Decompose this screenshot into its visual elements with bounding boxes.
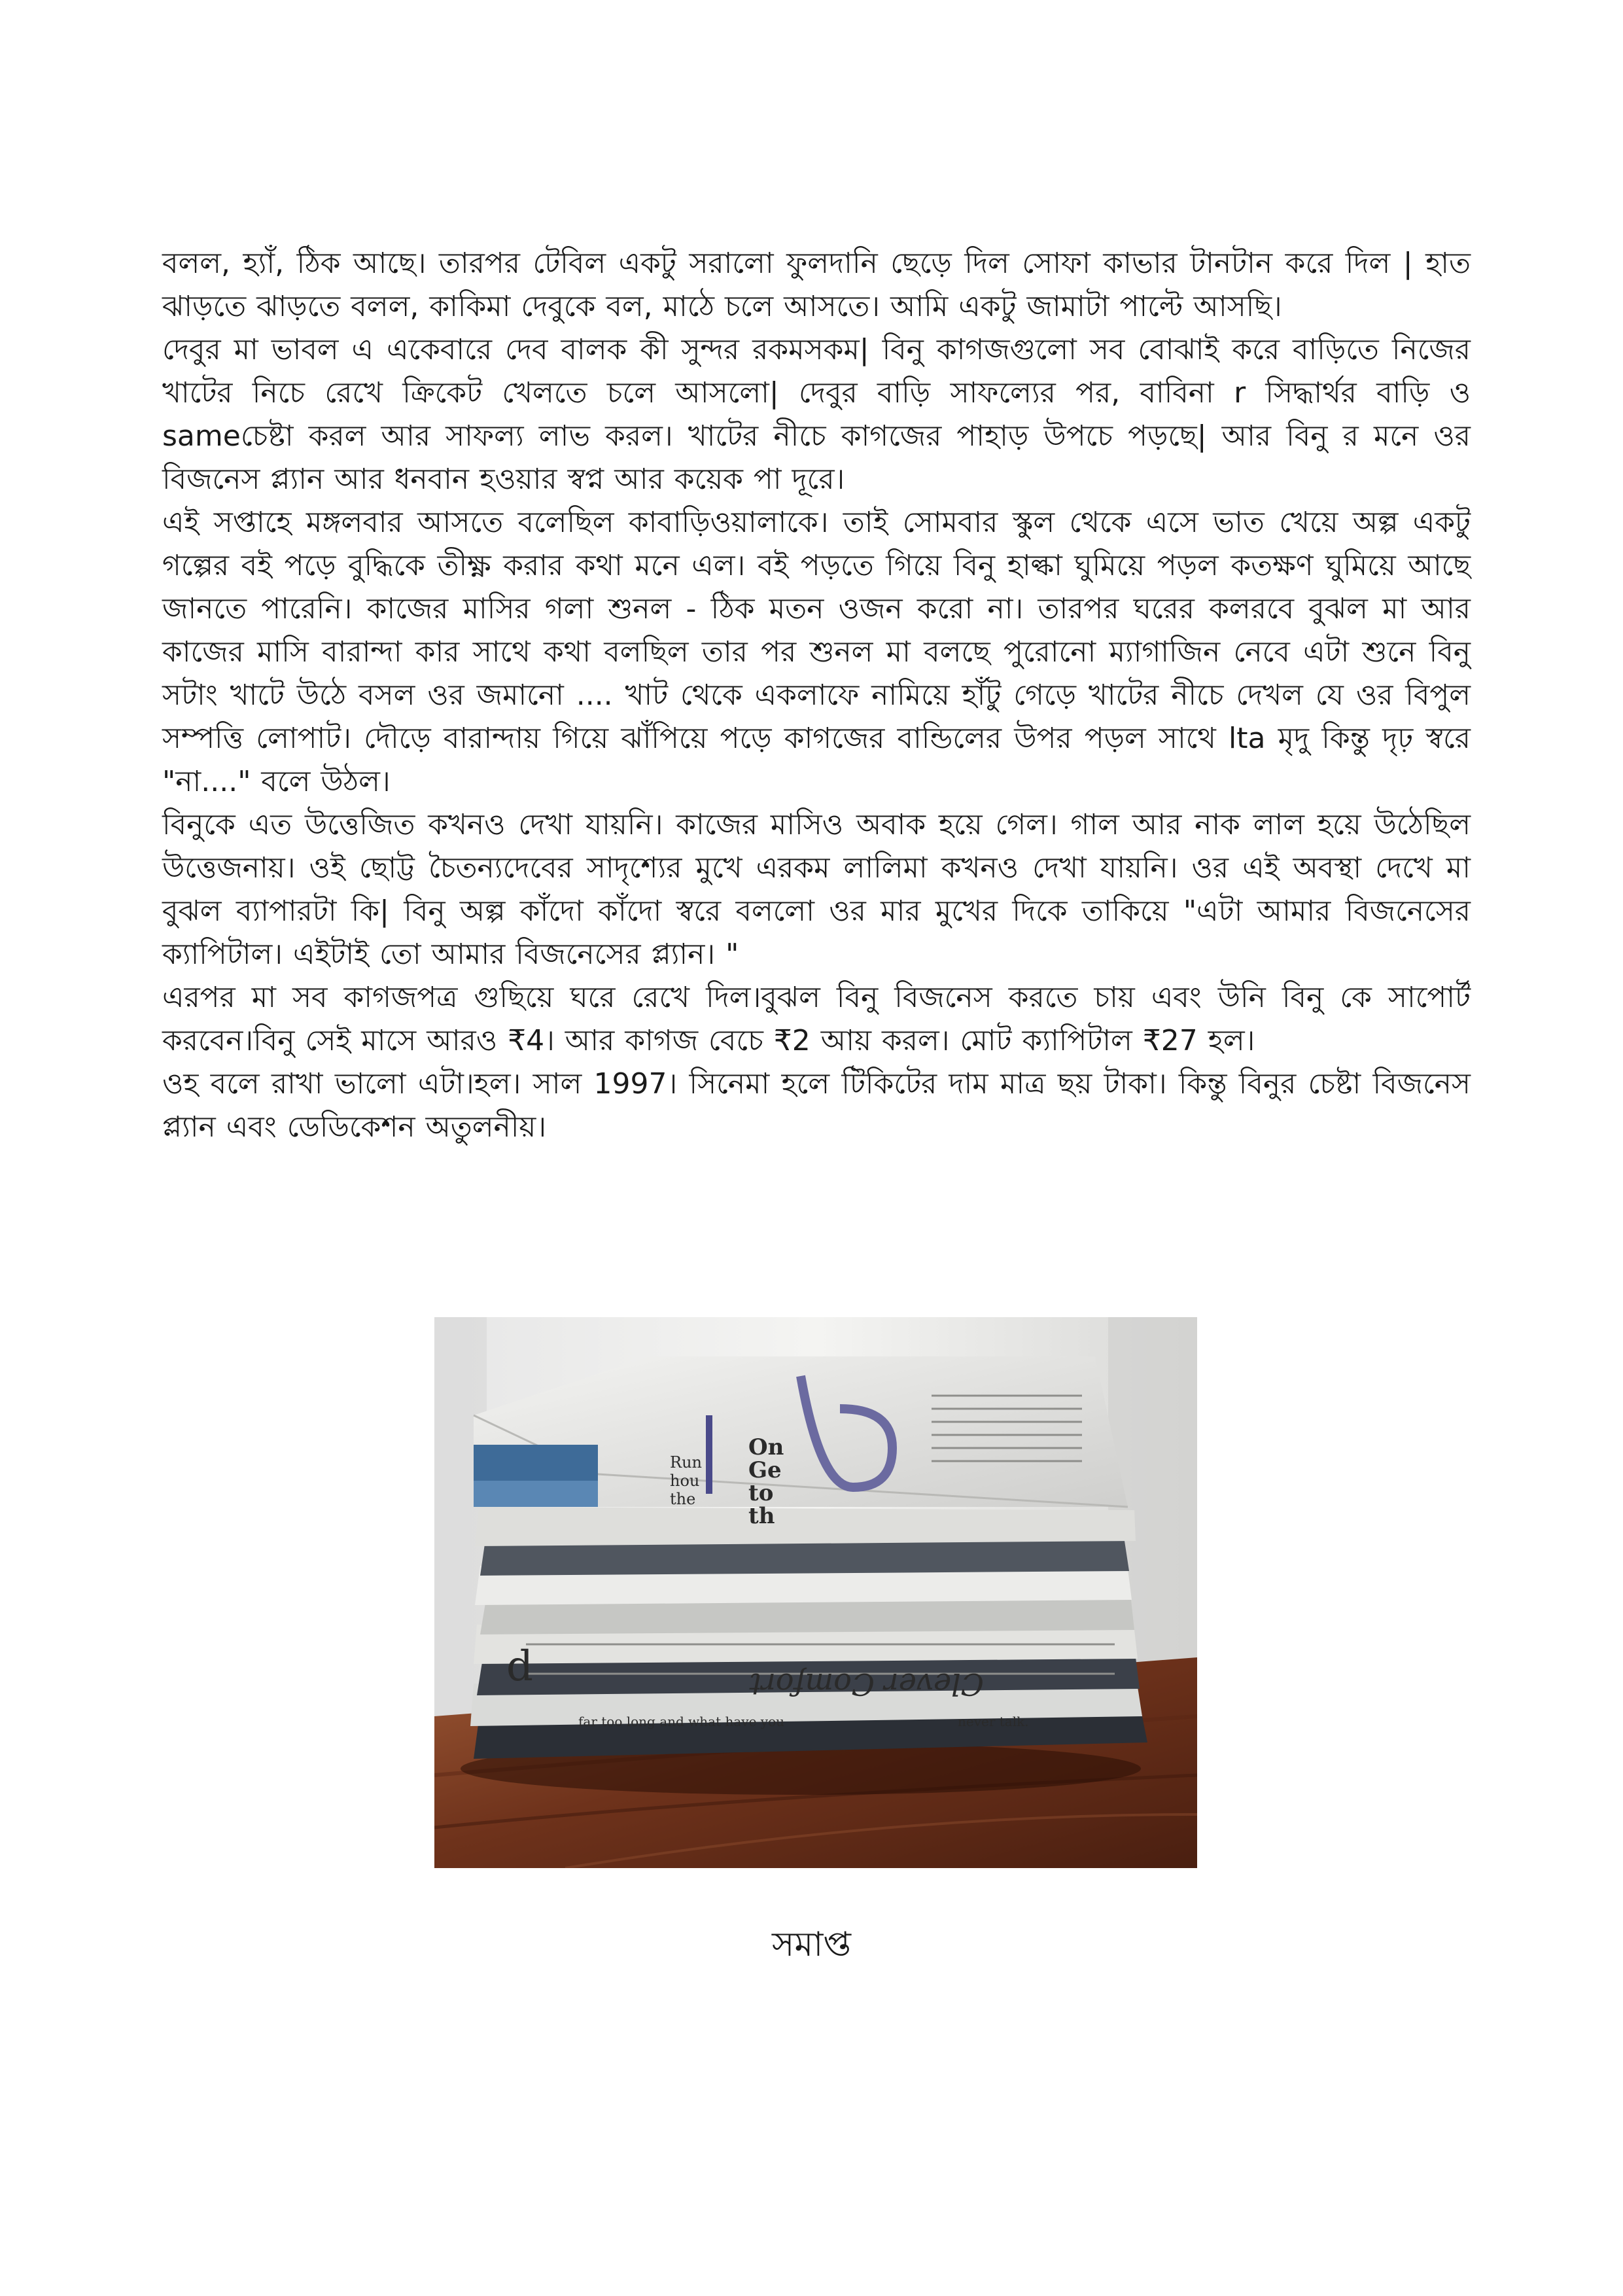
story-ending: সমাপ্ত bbox=[771, 1925, 852, 1964]
print-clever-comfort: Clever Comfort bbox=[749, 1667, 984, 1702]
print-th: th bbox=[748, 1503, 775, 1529]
newspaper-layer-2 bbox=[475, 1507, 1136, 1546]
story-paragraph-3: এই সপ্তাহে মঙ্গলবার আসতে বলেছিল কাবাড়িওয়ালাকে। তাই সোমবার স্কুল থেকে এসে ভাত খেয়ে অল্প একটু গল্পের বই পড়ে বুদ্ধিকে তীক্ষ্ণ করার কথা মনে এল। বই পড়তে গিয়ে বিনু হাল্কা ঘুমিয়ে পড়ল কতক্ষণ ঘুমিয়ে আছে জানতে পারেনি। কাজের মাসির গলা শুনল - ঠিক মতন ওজন করো না। তারপর ঘরের কলরবে বুঝল মা আর কাজের মাসি বারান্দা কার সাথে কথা বলছিল তার পর শুনল মা বলছে পুরোনো ম্যাগাজিন নেবে এটা শুনে বিনু সটাং খাটে উঠে বসল ওর জমানো .... খাট থেকে একলাফে নামিয়ে হাঁটু গেড়ে খাটের নীচে দেখল যে ওর বিপুল সম্পত্তি লোপাট। দৌড়ে বারান্দায় গিয়ে ঝাঁপিয়ে পড়ে কাগজের বান্ডিলের উপর পড়ল সাথে lta মৃদু কিন্তু দৃঢ় স্বরে "না...." বলে উঠল। bbox=[162, 506, 1471, 798]
story-paragraph-4: বিনুকে এত উত্তেজিত কখনও দেখা যায়নি। কাজের মাসিও অবাক হয়ে গেল। গাল আর নাক লাল হয়ে উঠেছিল উত্তেজনায়। ওই ছোট্ট চৈতন্যদেবের সাদৃশ্যের মুখে এরকম লালিমা কখনও দেখা যায়নি। ওর এই অবস্থা দেখে মা বুঝল ব্যাপারটা কি| বিনু অল্প কাঁদো কাঁদো স্বরে বললো ওর মার মুখের দিকে তাকিয়ে "এটা আমার বিজনেসের ক্যাপিটাল। এইটাই তো আমার বিজনেসের প্ল্যান। " bbox=[162, 808, 1471, 971]
print-hou: hou bbox=[670, 1472, 700, 1490]
print-run: Run bbox=[670, 1453, 702, 1472]
print-d: d bbox=[506, 1642, 533, 1691]
story-paragraph-6: ওহ বলে রাখা ভালো এটা।হল। সাল 1997। সিনেমা হলে টিকিটের দাম মাত্র ছয় টাকা। কিন্তু বিনুর চেষ্টা বিজনেস প্ল্যান এবং ডেডিকেশন অতুলনীয়। bbox=[162, 1067, 1471, 1144]
newspaper-stack-illustration bbox=[434, 1317, 1197, 1868]
print-never-talk: never talk. bbox=[958, 1714, 1029, 1729]
print-on: On bbox=[748, 1434, 784, 1460]
story-text bbox=[162, 242, 1471, 1149]
story-paragraph-1: বলল, হ্যাঁ, ঠিক আছে। তারপর টেবিল একটু সরালো ফুলদানি ছেড়ে দিল সোফা কাভার টানটান করে দিল | হাত ঝাড়তে ঝাড়তে বলল, কাকিমা দেবুকে বল, মাঠে চলে আসতে। আমি একটু জামাটা পাল্টে আসছি। bbox=[162, 247, 1471, 323]
newspaper-stack-photo bbox=[434, 1317, 1197, 1868]
story-paragraph-2: দেবুর মা ভাবল এ একেবারে দেব বালক কী সুন্দর রকমসকম| বিনু কাগজগুলো সব বোঝাই করে বাড়িতে নিজের খাটের নিচে রেখে ক্রিকেট খেলতে চলে আসলো| দেবুর বাড়ি সাফল্যের পর, বাবিনা r সিদ্ধার্থর বাড়ি ও sameচেষ্টা করল আর সাফল্য লাভ করল। খাটের নীচে কাগজের পাহাড় উপচে পড়ছে| আর বিনু র মনে ওর বিজনেস প্ল্যান আর ধনবান হওয়ার স্বপ্ন আর কয়েক পা দূরে। bbox=[162, 333, 1471, 496]
print-to: to bbox=[748, 1480, 774, 1506]
story-paragraph-5: এরপর মা সব কাগজপত্র গুছিয়ে ঘরে রেখে দিল।বুঝল বিনু বিজনেস করতে চায় এবং উনি বিনু কে সাপোর্ট করবেন।বিনু সেই মাসে আরও ₹4। আর কাগজ বেচে ₹2 আয় করল। মোট ক্যাপিটাল ₹27 হল। bbox=[162, 981, 1471, 1057]
print-far-too-long: far too long and what have you bbox=[578, 1714, 784, 1729]
print-the: the bbox=[670, 1490, 696, 1508]
print-ge: Ge bbox=[748, 1457, 782, 1483]
